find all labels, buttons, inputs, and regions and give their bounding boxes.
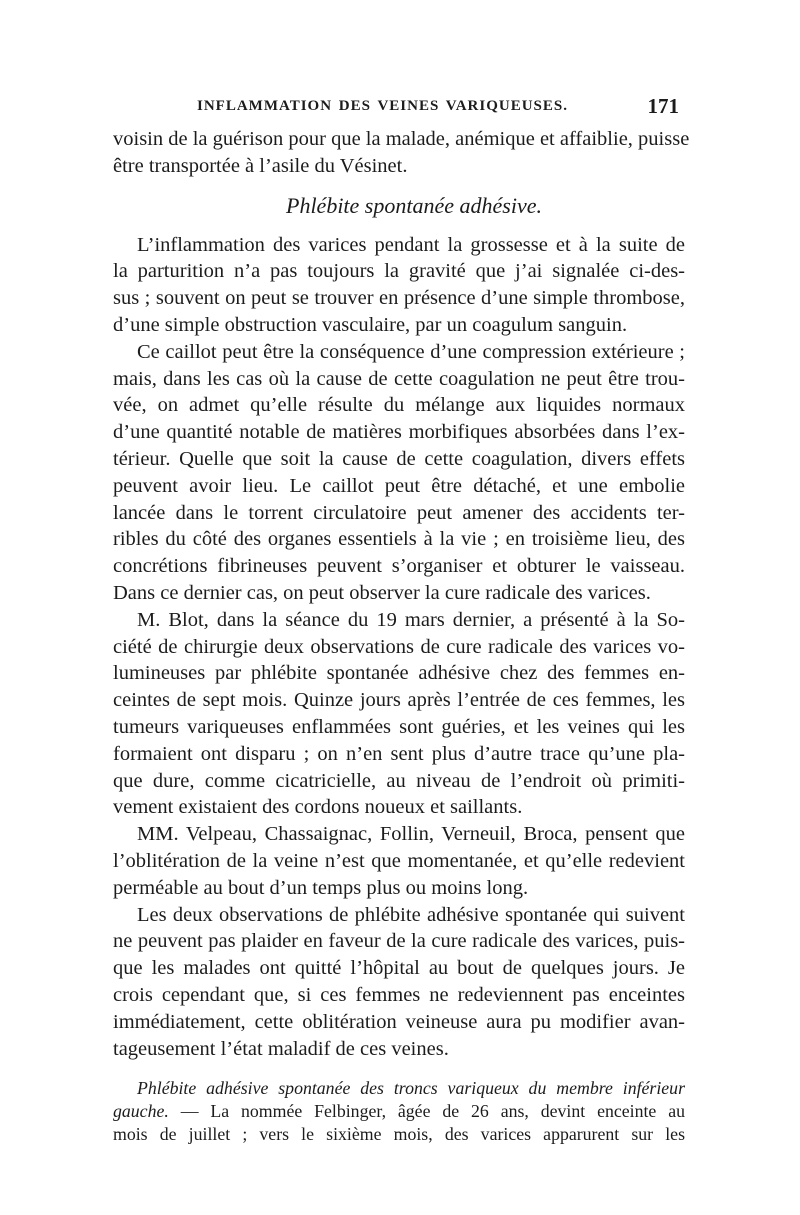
text-line: tageusement l’état maladif de ces veines. [113,1037,449,1060]
text-line: M. Blot, dans la séance du 19 mars dernier, a présenté à la So- [137,608,685,631]
text-line: concrétions fibrineuses peuvent s’organiser et obturer le vaisseau. [113,555,685,578]
running-title: INFLAMMATION DES VEINES VARIQUEUSES. [197,98,568,114]
text-line: immédiatement, cette oblitération veineuse aura pu modifier avan- [113,1010,685,1033]
observation-line: mois de juillet ; vers le sixième mois, des varices apparurent sur les [113,1124,685,1145]
text-line: d’une simple obstruction vasculaire, par un coagulum sanguin. [113,313,628,336]
text-line: lancée dans le torrent circulatoire peut amener des accidents ter- [113,501,685,524]
text-line: crois cependant que, si ces femmes ne redeviennent pas enceintes [113,983,685,1006]
intro-text [113,126,690,180]
text-line: térieur. Quelle que soit la cause de cette coagulation, divers effets [113,447,685,470]
running-head [113,92,685,126]
text-line: vement existaient des cordons noueux et saillants. [113,796,523,819]
text-line: ne peuvent pas plaider en faveur de la cure radicale des varices, puis- [113,930,685,953]
text-line: vée, on admet qu’elle résulte du mélange aux liquides normaux [113,394,685,417]
text-line: ceintes de sept mois. Quinze jours après l’entrée de ces femmes, les [113,689,685,712]
observation-text: — La nommée Felbinger, âgée de 26 ans, devint enceinte au [168,1101,685,1122]
text-line: sus ; souvent on peut se trouver en présence d’une simple thrombose, [113,287,685,310]
text-line: peuvent avoir lieu. Le caillot peut être détaché, et une embolie [113,474,685,497]
paragraph [113,607,685,821]
text-line: L’inflammation des varices pendant la grossesse et à la suite de [137,233,685,256]
text-line: que les malades ont quitté l’hôpital au bout de quelques jours. Je [113,957,685,980]
text-line: mais, dans les cas où la cause de cette coagulation ne peut être trou- [113,367,685,390]
observation-title-end: gauche. [113,1101,169,1122]
page-number: 171 [647,94,679,118]
text-line: que dure, comme cicatricielle, au niveau de l’endroit où primiti- [113,769,685,792]
book-page [113,92,690,1146]
text-line: d’une quantité notable de matières morbifiques absorbées dans l’ex- [113,421,685,444]
text-line: voisin de la guérison pour que la malade, anémique et affaiblie, puisse [113,128,690,150]
text-line: la parturition n’a pas toujours la gravité que j’ai signalée ci-des- [113,260,685,283]
paragraph [113,232,685,339]
observation-line [113,1100,685,1123]
section-title: Phlébite spontanée adhésive. [286,192,542,218]
text-line: Ce caillot peut être la conséquence d’une compression extérieure ; [137,340,685,363]
text-line: Dans ce dernier cas, on peut observer la cure radicale des varices. [113,581,651,604]
text-line: lumineuses par phlébite spontanée adhésive chez des femmes en- [113,662,685,685]
text-line: ciété de chirurgie deux observations de cure radicale des varices vo- [113,635,685,658]
text-line: tumeurs variqueuses enflammées sont guéries, et les veines qui les [113,715,685,738]
paragraph [113,902,685,1063]
observation-block [113,1077,685,1146]
observation-title: Phlébite adhésive spontanée des troncs variqueux du membre inférieur [137,1078,685,1099]
text-line: être transportée à l’asile du Vésinet. [113,154,408,177]
text-line: l’oblitération de la veine n’est que momentanée, et qu’elle redevient [113,849,685,872]
text-line: ribles du côté des organes essentiels à la vie ; en troisième lieu, des [113,528,685,551]
text-line: formaient ont disparu ; on n’en sent plus d’autre trace qu’une pla- [113,742,685,765]
paragraph [113,821,685,901]
paragraph [113,339,685,607]
text-line: Les deux observations de phlébite adhésive spontanée qui suivent [137,903,685,926]
text-line: perméable au bout d’un temps plus ou moins long. [113,876,529,899]
text-line: MM. Velpeau, Chassaignac, Follin, Verneuil, Broca, pensent que [137,823,685,846]
